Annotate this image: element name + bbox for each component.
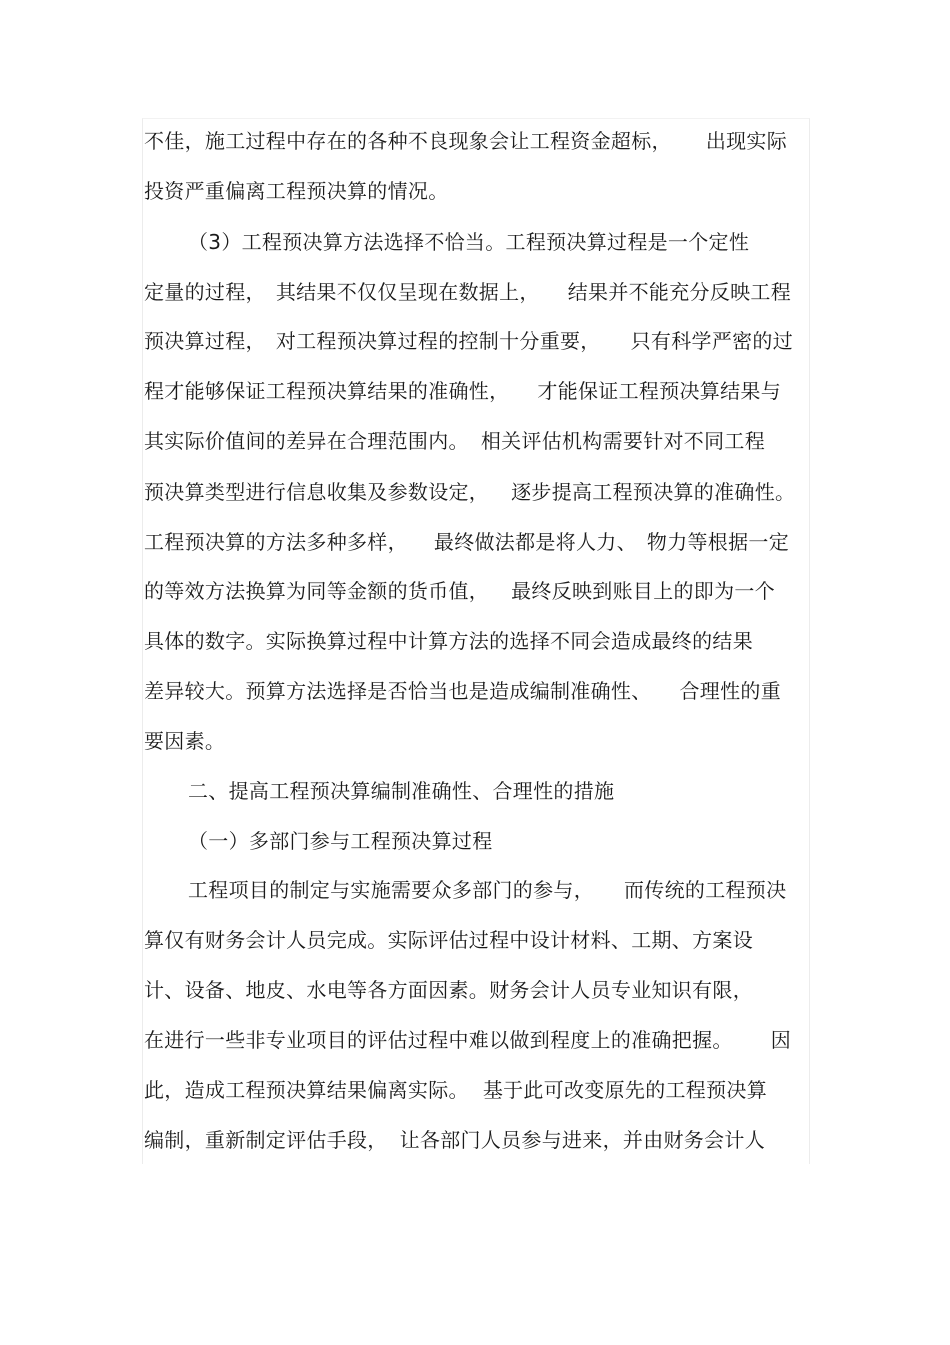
text-line — [144, 676, 781, 706]
text-line — [144, 126, 787, 156]
text-segment: 出现实际 — [705, 129, 788, 153]
text-segment: 算仅有财务会计人员完成。实际评估过程中设计材料、工期、方案设 — [144, 928, 753, 952]
text-line — [144, 527, 789, 557]
text-segment: 差异较大。预算方法选择是否恰当也是造成编制准确性、 — [144, 679, 652, 703]
text-line — [144, 477, 795, 507]
text-segment: 合理性的重 — [679, 679, 781, 703]
text-segment: 基于此可改变原先的工程预决算 — [482, 1078, 768, 1102]
text-segment: （3）工程预决算方法选择不恰当。工程预决算过程是一个定性 — [188, 230, 750, 254]
text-segment: 逐步提高工程预决算的准确性。 — [511, 480, 796, 504]
text-segment: 只有科学严密的过 — [630, 329, 794, 353]
text-line — [144, 277, 791, 307]
text-line — [144, 1075, 767, 1105]
text-segment: 工程预决算的方法多种多样， — [144, 530, 408, 554]
text-segment: 最终反映到账目上的即为一个 — [511, 579, 776, 603]
text-segment: 其实际价值间的差异在合理范围内。 — [144, 429, 469, 453]
text-line — [144, 376, 781, 406]
text-line — [188, 875, 786, 905]
text-segment: （一）多部门参与工程预决算过程 — [188, 829, 493, 853]
text-segment: 因 — [770, 1028, 792, 1052]
text-segment: 对工程预决算过程的控制十分重要， — [275, 329, 601, 353]
text-line — [144, 176, 449, 206]
text-segment: 编制，重新制定评估手段， — [144, 1128, 388, 1152]
text-segment: 具体的数字。实际换算过程中计算方法的选择不同会造成最终的结果 — [144, 629, 753, 653]
text-segment: 程才能够保证工程预决算结果的准确性， — [144, 379, 510, 403]
text-line — [144, 426, 765, 456]
text-segment: 让各部门人员参与进来，并由财务会计人 — [399, 1128, 766, 1152]
text-segment: 物力等根据一定 — [646, 530, 790, 554]
text-segment: 相关评估机构需要针对不同工程 — [480, 429, 766, 453]
text-segment: 预决算过程， — [144, 329, 266, 353]
text-segment: 工程项目的制定与实施需要众多部门的参与， — [188, 878, 594, 902]
text-segment: 结果并不能充分反映工程 — [567, 280, 792, 304]
text-segment: 此，造成工程预决算结果偏离实际。 — [144, 1078, 469, 1102]
text-segment: 投资严重偏离工程预决算的情况。 — [144, 179, 449, 203]
text-line — [144, 1125, 765, 1155]
text-line — [144, 975, 753, 1005]
text-line — [144, 726, 225, 756]
text-line — [144, 576, 775, 606]
text-segment: 定量的过程， — [144, 280, 266, 304]
text-line — [144, 626, 753, 656]
text-segment: 其结果不仅仅呈现在数据上， — [275, 280, 540, 304]
text-segment: 二、提高工程预决算编制准确性、合理性的措施 — [188, 779, 615, 803]
text-segment: 要因素。 — [144, 729, 226, 753]
text-segment: 的等效方法换算为同等金额的货币值， — [144, 579, 490, 603]
text-segment: 才能保证工程预决算结果与 — [537, 379, 782, 403]
text-segment: 预决算类型进行信息收集及参数设定， — [144, 480, 490, 504]
text-segment: 计、设备、地皮、水电等各方面因素。财务会计人员专业知识有限， — [144, 978, 753, 1002]
text-line — [144, 925, 753, 955]
text-segment: 不佳，施工过程中存在的各种不良现象会让工程资金超标， — [144, 129, 672, 153]
text-line — [188, 227, 749, 257]
subsection-heading — [188, 826, 493, 856]
text-segment: 而传统的工程预决 — [624, 878, 787, 902]
text-line — [144, 326, 793, 356]
text-segment: 在进行一些非专业项目的评估过程中难以做到程度上的准确把握。 — [144, 1028, 733, 1052]
text-segment: 最终做法都是将人力、 — [433, 530, 637, 554]
section-heading — [188, 776, 614, 806]
text-line — [144, 1025, 791, 1055]
